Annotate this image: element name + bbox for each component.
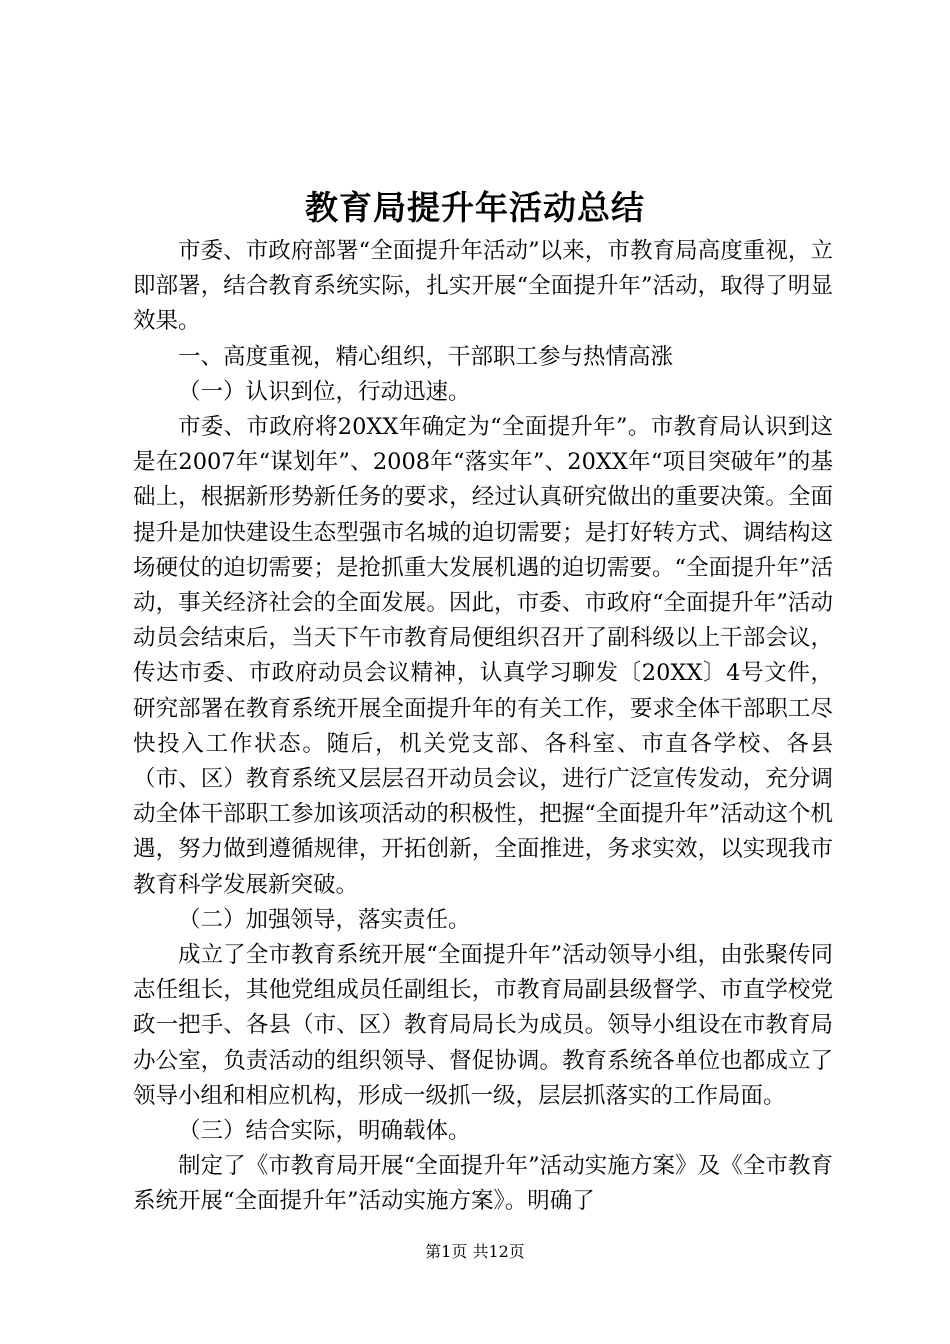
- section-heading-1: 一、高度重视，精心组织，干部职工参与热情高涨: [178, 343, 674, 370]
- subsection-heading-1: （一）认识到位，行动迅速。: [178, 378, 471, 405]
- paragraph-subsection-2: 成立了全市教育系统开展“全面提升年”活动领导小组，由张聚传同志任组长，其他党组成员任副组长，市教育局副县级督学、市直学校党政一把手、各县（市、区）教育局局长为成员。领导小组设在市教育局办公室，负责活动的组织领导、督促协调。教育系统各单位也都成立了领导小组和相应机构，形成一级抓一级，层层抓落实的工作局面。: [133, 942, 833, 1109]
- subsection-heading-3: （三）结合实际，明确载体。: [178, 1118, 471, 1145]
- paragraph-intro: 市委、市政府部署“全面提升年活动”以来，市教育局高度重视，立即部署，结合教育系统实际，扎实开展“全面提升年”活动，取得了明显效果。: [133, 238, 833, 335]
- paragraph-subsection-3: 制定了《市教育局开展“全面提升年”活动实施方案》及《全市教育系统开展“全面提升年”活动实施方案》。明确了: [133, 1153, 833, 1215]
- subsection-heading-2: （二）加强领导，落实责任。: [178, 906, 471, 933]
- document-title: 教育局提升年活动总结: [305, 188, 645, 227]
- document-body: [133, 234, 833, 1220]
- page-number-footer: 第1页 共12页: [425, 1242, 525, 1261]
- paragraph-subsection-1: 市委、市政府将20XX年确定为“全面提升年”。市教育局认识到这是在2007年“谋划年”、2008年“落实年”、20XX年“项目突破年”的基础上，根据新形势新任务的要求，经过认真研究做出的重要决策。全面提升是加快建设生态型强市名城的迫切需要；是打好转方式、调结构这场硬仗的迫切需要；是抢抓重大发展机遇的迫切需要。“全面提升年”活动，事关经济社会的全面发展。因此，市委、市政府“全面提升年”活动动员会结束后，当天下午市教育局便组织召开了副科级以上干部会议，传达市委、市政府动员会议精神，认真学习聊发〔20XX〕4号文件，研究部署在教育系统开展全面提升年的有关工作，要求全体干部职工尽快投入工作状态。随后，机关党支部、各科室、市直各学校、各县（市、区）教育系统又层层召开动员会议，进行广泛宣传发动，充分调动全体干部职工参加该项活动的积极性，把握“全面提升年”活动这个机遇，努力做到遵循规律，开拓创新，全面推进，务求实效，以实现我市教育科学发展新突破。: [133, 414, 833, 898]
